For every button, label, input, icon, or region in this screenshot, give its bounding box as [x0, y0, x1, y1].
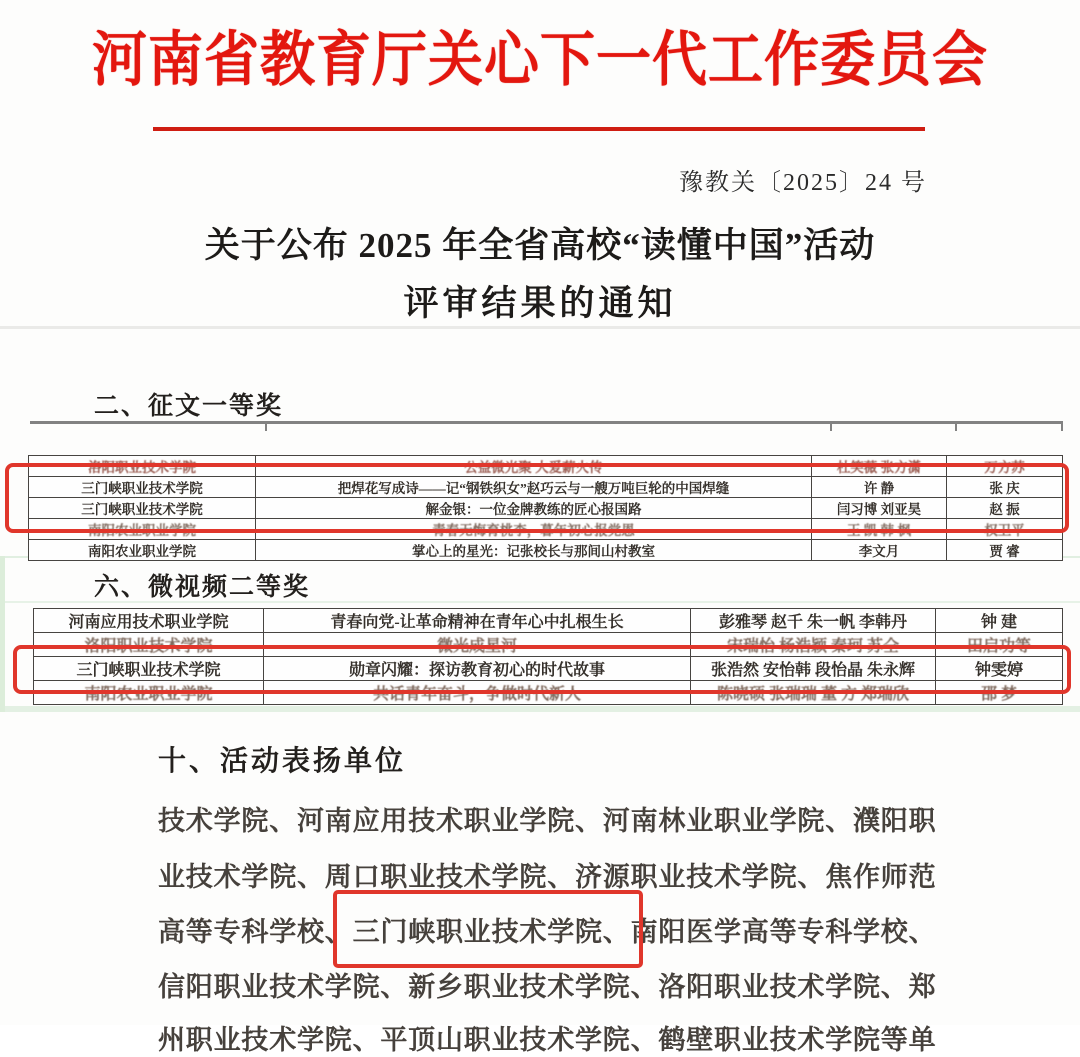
advisor-cell: 钟 建: [936, 609, 1063, 633]
cropped-table-remnant-line: [30, 421, 1063, 424]
work-title-cell: 解金银：一位金牌教练的匠心报国路: [256, 498, 812, 519]
praise-paragraph-line: 技术学院、河南应用技术职业学院、河南林业职业学院、濮阳职: [158, 806, 937, 836]
authors-cell: 许 静: [812, 477, 947, 498]
authors-cell: 彭雅琴 赵千 朱一帆 李韩丹: [691, 609, 936, 633]
doc-title-line2: 评审结果的通知: [403, 284, 677, 323]
doc-number: 豫教关〔2025〕24 号: [679, 170, 927, 196]
table-tick: [1061, 423, 1063, 431]
highlight-box-praised-school: [333, 890, 643, 968]
section-heading-essay-first-prize: 二、征文一等奖: [94, 392, 284, 420]
table-row: [29, 540, 1063, 561]
highlight-box-essay-rows: [5, 463, 1069, 533]
praise-line3-highlighted-school: 三门峡职业技术学院、: [352, 917, 631, 947]
work-title-cell: 微光成星河: [264, 633, 691, 657]
school-cell: 河南应用技术职业学院: [34, 609, 264, 633]
advisor-cell: 钟雯婷: [936, 657, 1063, 681]
authors-cell: 杜笑薇 张方潇: [812, 456, 947, 477]
scan-seam: [0, 706, 1080, 712]
school-cell: 洛阳职业技术学院: [29, 456, 256, 477]
advisor-cell: 赵 振: [947, 498, 1063, 519]
table-tick: [955, 423, 957, 431]
advisor-cell: 权卫平: [947, 519, 1063, 540]
authors-cell: 张浩然 安怡韩 段怡晶 朱永辉: [691, 657, 936, 681]
praise-paragraph-line-clipped: 州职业技术学院、平顶山职业技术学院、鹤壁职业技术学院等单: [158, 1025, 937, 1055]
doc-title-line1: 关于公布 2025 年全省高校“读懂中国”活动: [204, 226, 876, 265]
school-cell: 南阳农业职业学院: [29, 519, 256, 540]
work-title-cell: 勋章闪耀：探访教育初心的时代故事: [264, 657, 691, 681]
praise-paragraph-line: 业技术学院、周口职业技术学院、济源职业技术学院、焦作师范: [158, 862, 937, 892]
work-title-cell: 青春向党-让革命精神在青年心中扎根生长: [264, 609, 691, 633]
letterhead-title: 河南省教育厅关心下一代工作委员会: [91, 27, 988, 93]
table-row: [34, 609, 1063, 633]
authors-cell: 王 凯 韩 枫: [812, 519, 947, 540]
advisor-cell: 贾 睿: [947, 540, 1063, 561]
advisor-cell: 邵 梦: [936, 681, 1063, 705]
praise-line3-pre: 高等专科学校、: [158, 917, 353, 947]
scan-seam: [0, 326, 1080, 329]
table-tick: [265, 423, 267, 431]
work-title-cell: 共话青年奋斗，争做时代新人: [264, 681, 691, 705]
authors-cell: 闫习博 刘亚昊: [812, 498, 947, 519]
section-heading-video-second-prize: 六、微视频二等奖: [94, 573, 311, 601]
work-title-cell: 青春无悔育桃李，暮年初心报党恩: [256, 519, 812, 540]
school-cell: 南阳农业职业学院: [29, 540, 256, 561]
advisor-cell: 田启功等: [936, 633, 1063, 657]
advisor-cell: 万方苏: [947, 456, 1063, 477]
highlight-box-video-row: [13, 645, 1071, 694]
advisor-cell: 张 庆: [947, 477, 1063, 498]
school-cell: 南阳农业职业学院: [34, 681, 264, 705]
praise-line3-post: 南阳医学高等专科学校、: [630, 917, 937, 947]
work-title-cell: 把焊花写成诗——记“钢铁织女”赵巧云与一艘万吨巨轮的中国焊缝: [256, 477, 812, 498]
scan-edge-artifact: [0, 556, 5, 712]
school-cell: 三门峡职业技术学院: [34, 657, 264, 681]
work-title-cell: 掌心上的星光：记张校长与那间山村教室: [256, 540, 812, 561]
authors-cell: 陈晓硕 张瑞瑞 董 方 郑瑞欣: [691, 681, 936, 705]
authors-cell: 李文月: [812, 540, 947, 561]
table-tick: [830, 423, 832, 431]
school-cell: 洛阳职业技术学院: [34, 633, 264, 657]
school-cell: 三门峡职业技术学院: [29, 498, 256, 519]
letterhead-divider: [153, 127, 925, 131]
school-cell: 三门峡职业技术学院: [29, 477, 256, 498]
praise-paragraph-line: 信阳职业技术学院、新乡职业技术学院、洛阳职业技术学院、郑: [158, 972, 937, 1002]
authors-cell: 宋瑞怡 杨浩颖 秦珂 苏仝: [691, 633, 936, 657]
work-title-cell: 公益微光聚 大爱薪火传: [256, 456, 812, 477]
section-heading-praised-units: 十、活动表扬单位: [158, 745, 407, 776]
